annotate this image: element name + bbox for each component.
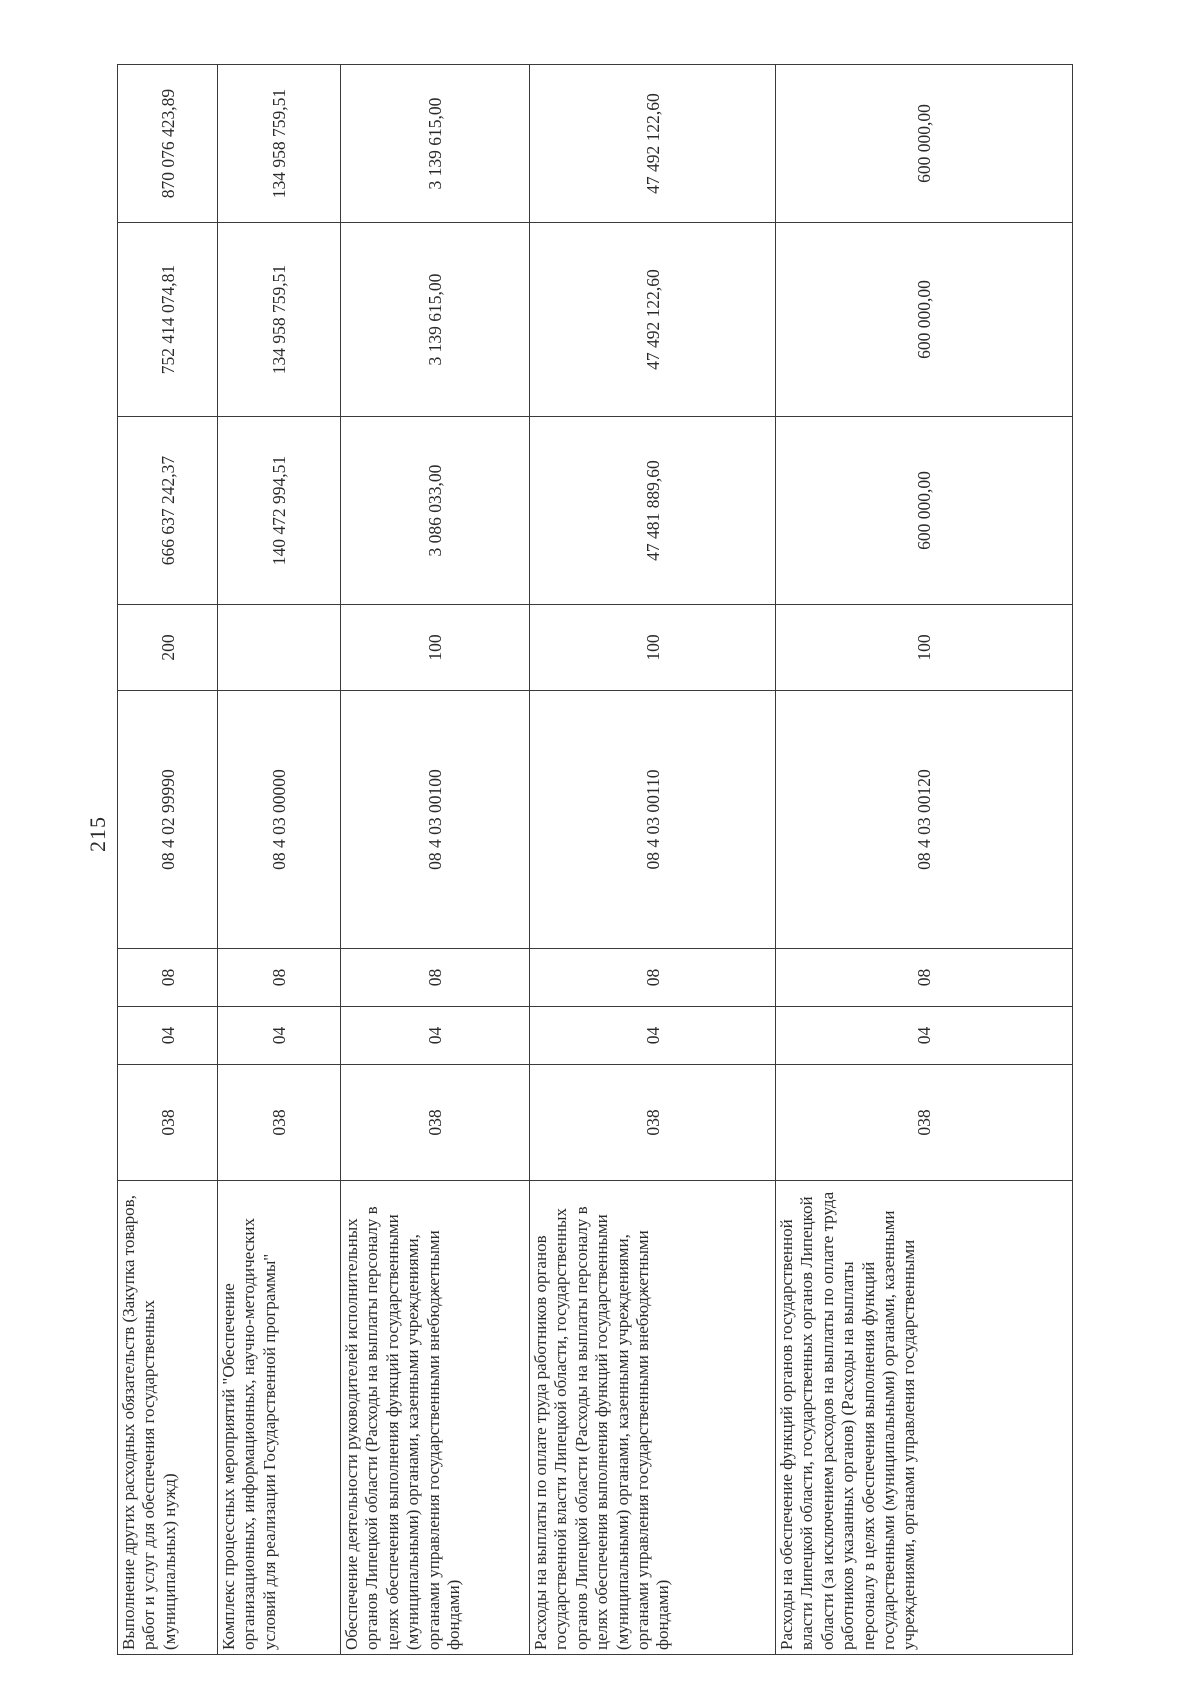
table-row xyxy=(530,65,776,1655)
subsection-code: 08 xyxy=(530,949,776,1007)
expense-type-code: 100 xyxy=(530,605,776,691)
row-name: Выполнение других расходных обязательств (Закупка товаров, работ и услуг для обеспечения государственных (муниципальных) нужд) xyxy=(118,1181,218,1655)
ministry-code: 038 xyxy=(530,1065,776,1181)
subsection-code: 08 xyxy=(118,949,218,1007)
table-row xyxy=(218,65,341,1655)
expense-type-code: 100 xyxy=(776,605,1073,691)
expense-type-code xyxy=(218,605,341,691)
sum-year-2: 752 414 074,81 xyxy=(118,223,218,417)
expense-type-code: 200 xyxy=(118,605,218,691)
subsection-code: 08 xyxy=(776,949,1073,1007)
expense-type-code: 100 xyxy=(341,605,530,691)
sum-year-3: 3 139 615,00 xyxy=(341,65,530,223)
ministry-code: 038 xyxy=(118,1065,218,1181)
sum-year-3: 47 492 122,60 xyxy=(530,65,776,223)
section-code: 04 xyxy=(530,1007,776,1065)
row-name: Расходы на обеспечение функций органов государственной власти Липецкой области, государственных органов Липецкой области (за исключением расходов на выплаты по оплате труда работников указанных органов) (Расходы на выплаты персоналу в целях обеспечения выполнения функций государственными (муниципальными) органами, казенными учреждениями, органами управления государственными xyxy=(776,1181,1073,1655)
row-name: Расходы на выплаты по оплате труда работников органов государственной власти Липецкой области, государственных органов Липецкой области (Расходы на выплаты персоналу в целях обеспечения выполнения функций государственными (муниципальными) органами, казенными учреждениями, органами управления государственными внебюджетными фондами) xyxy=(530,1181,776,1655)
row-name: Комплекс процессных мероприятий "Обеспечение организационных, информационных, научно-методических условий для реализации Государственной программы" xyxy=(218,1181,341,1655)
budget-table-container xyxy=(117,65,1072,1655)
sum-year-1: 140 472 994,51 xyxy=(218,417,341,605)
table-row xyxy=(776,65,1073,1655)
sum-year-1: 47 481 889,60 xyxy=(530,417,776,605)
section-code: 04 xyxy=(118,1007,218,1065)
target-article-code: 08 4 03 00120 xyxy=(776,691,1073,949)
sum-year-1: 600 000,00 xyxy=(776,417,1073,605)
sum-year-3: 134 958 759,51 xyxy=(218,65,341,223)
ministry-code: 038 xyxy=(776,1065,1073,1181)
table-row xyxy=(118,65,218,1655)
sum-year-3: 600 000,00 xyxy=(776,65,1073,223)
target-article-code: 08 4 03 00100 xyxy=(341,691,530,949)
target-article-code: 08 4 03 00000 xyxy=(218,691,341,949)
table-row xyxy=(341,65,530,1655)
ministry-code: 038 xyxy=(341,1065,530,1181)
sum-year-2: 47 492 122,60 xyxy=(530,223,776,417)
page-number: 215 xyxy=(85,816,110,852)
sum-year-1: 3 086 033,00 xyxy=(341,417,530,605)
target-article-code: 08 4 03 00110 xyxy=(530,691,776,949)
section-code: 04 xyxy=(341,1007,530,1065)
sum-year-1: 666 637 242,37 xyxy=(118,417,218,605)
subsection-code: 08 xyxy=(341,949,530,1007)
sum-year-2: 3 139 615,00 xyxy=(341,223,530,417)
target-article-code: 08 4 02 99990 xyxy=(118,691,218,949)
ministry-code: 038 xyxy=(218,1065,341,1181)
budget-table xyxy=(117,64,1073,1655)
sum-year-3: 870 076 423,89 xyxy=(118,65,218,223)
row-name: Обеспечение деятельности руководителей исполнительных органов Липецкой области (Расходы на выплаты персоналу в целях обеспечения выполнения функций государственными (муниципальными) органами, казенными учреждениями, органами управления государственными внебюджетными фондами) xyxy=(341,1181,530,1655)
section-code: 04 xyxy=(218,1007,341,1065)
sum-year-2: 600 000,00 xyxy=(776,223,1073,417)
sum-year-2: 134 958 759,51 xyxy=(218,223,341,417)
section-code: 04 xyxy=(776,1007,1073,1065)
subsection-code: 08 xyxy=(218,949,341,1007)
